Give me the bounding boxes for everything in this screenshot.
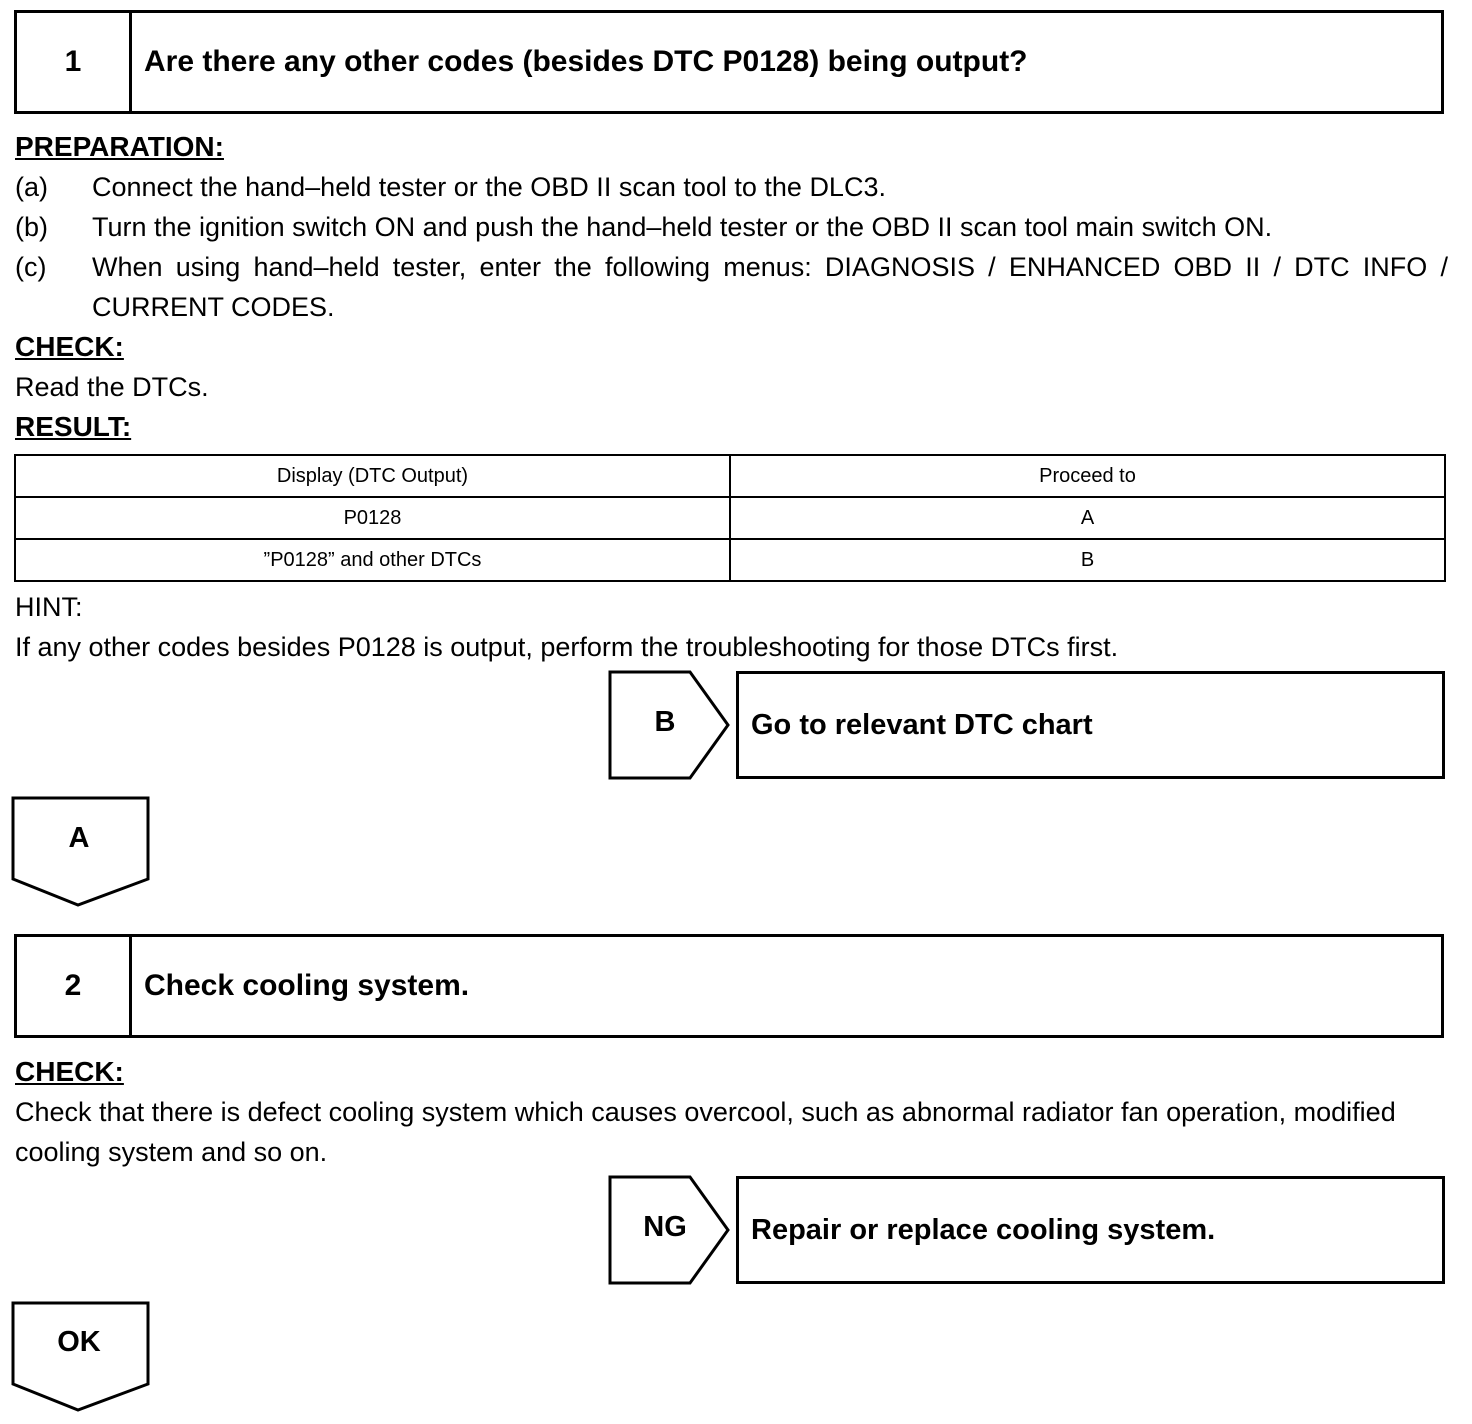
result-table	[14, 454, 1446, 582]
branch-label-ng: NG	[643, 1211, 687, 1243]
step-title: Check cooling system.	[144, 969, 470, 1002]
list-mark-b: (b)	[15, 212, 48, 242]
table-row	[15, 539, 1445, 581]
table-cell: P0128	[15, 497, 730, 539]
list-mark-c: (c)	[15, 252, 47, 282]
hint-heading: HINT:	[15, 592, 83, 622]
table-cell: ”P0128” and other DTCs	[15, 539, 730, 581]
check-heading: CHECK:	[15, 331, 124, 362]
preparation-item-a: Connect the hand–held tester or the OBD II scan tool to the DLC3.	[92, 172, 886, 202]
branch-label-b: B	[654, 706, 676, 738]
check-text: Read the DTCs.	[15, 372, 209, 402]
action-box-ng: Repair or replace cooling system.	[736, 1176, 1445, 1284]
step-title: Are there any other codes (besides DTC P0128) being output?	[144, 45, 1028, 78]
action-box-b: Go to relevant DTC chart	[736, 671, 1445, 779]
step-number: 2	[17, 937, 132, 1035]
column-header-proceed: Proceed to	[730, 455, 1445, 497]
preparation-item-c: When using hand–held tester, enter the following menus: DIAGNOSIS / ENHANCED OBD II / DTC INFO / CURRENT CODES.	[92, 252, 1448, 322]
check-heading-2: CHECK:	[15, 1056, 124, 1087]
preparation-heading: PREPARATION:	[15, 131, 224, 162]
step-1-box	[14, 10, 1444, 114]
branch-label-a: A	[68, 822, 90, 854]
table-header-row	[15, 455, 1445, 497]
column-header-display: Display (DTC Output)	[15, 455, 730, 497]
step-number: 1	[17, 13, 132, 111]
result-heading: RESULT:	[15, 411, 132, 442]
table-cell: B	[730, 539, 1445, 581]
step-2-box	[14, 934, 1444, 1038]
hint-text: If any other codes besides P0128 is output, perform the troubleshooting for those DTCs first.	[15, 632, 1119, 662]
table-cell: A	[730, 497, 1445, 539]
branch-label-ok: OK	[57, 1326, 101, 1358]
table-row	[15, 497, 1445, 539]
preparation-item-b: Turn the ignition switch ON and push the hand–held tester or the OBD II scan tool main switch ON.	[92, 212, 1273, 242]
check-text-2: Check that there is defect cooling system which causes overcool, such as abnormal radiator fan operation, modified cooling system and so on.	[15, 1097, 1396, 1167]
list-mark-a: (a)	[15, 172, 48, 202]
